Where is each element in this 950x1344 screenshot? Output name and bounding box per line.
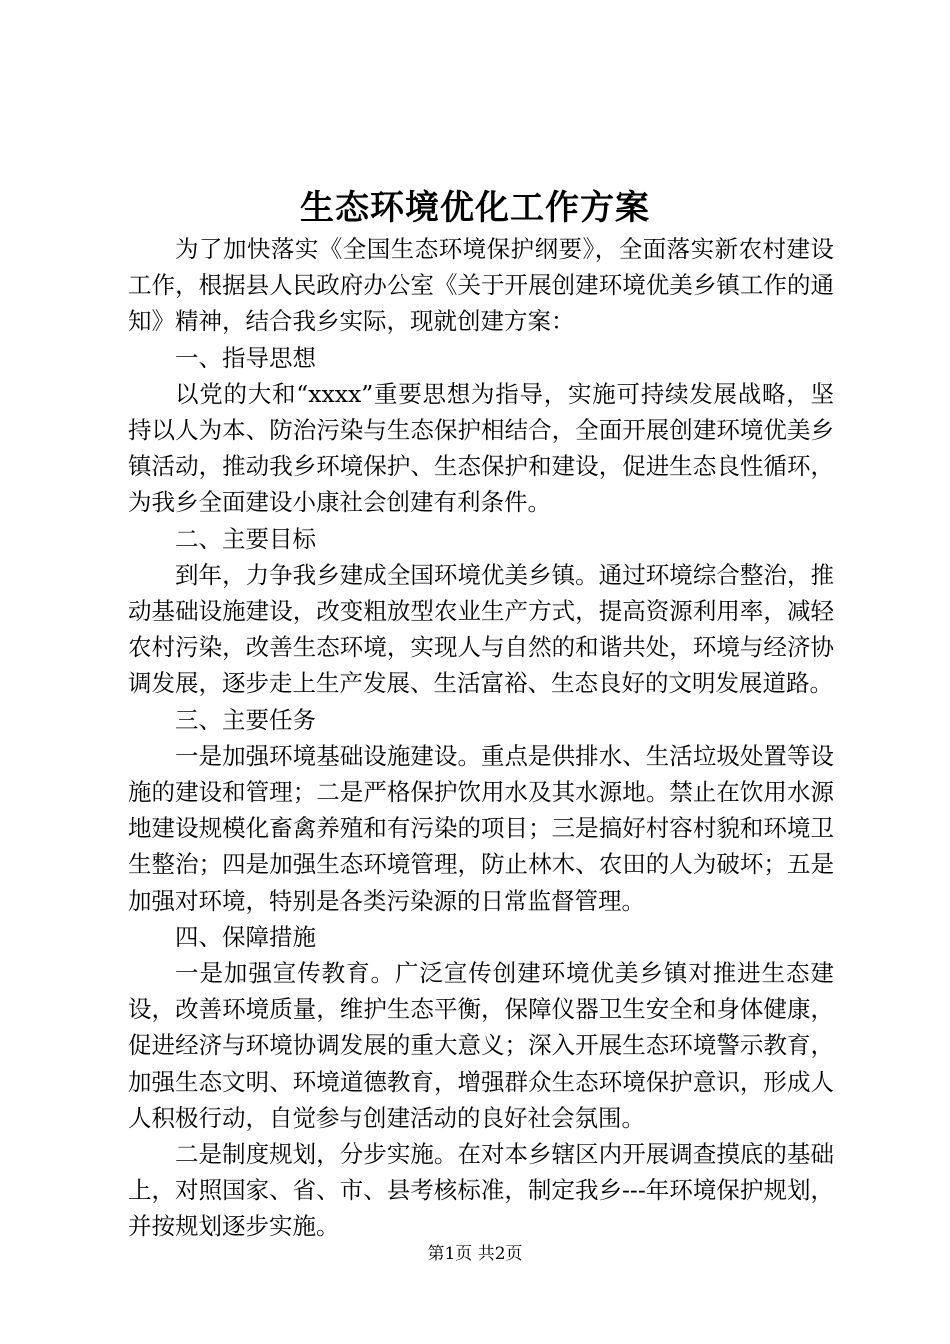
document-body (128, 231, 834, 1245)
section-heading-main-goals: 二、主要目标 (175, 524, 316, 553)
guiding-ideology-paragraph: 以党的大和“xxxx”重要思想为指导，实施可持续发展战略，坚持以人为本、防治污染与生态保护相结合，全面开展创建环境优美乡镇活动，推动我乡环境保护、生态保护和建设，促进生态良性循环，为我乡全面建设小康社会创建有利条件。 (128, 379, 834, 517)
main-tasks-paragraph: 一是加强环境基础设施建设。重点是供排水、生活垃圾处置等设施的建设和管理；二是严格保护饮用水及其水源地。禁止在饮用水源地建设规模化畜禽养殖和有污染的项目；三是搞好村容村貌和环境卫生整治；四是加强生态环境管理，防止林木、农田的人为破坏；五是加强对环境，特别是各类污染源的日常监督管理。 (128, 741, 834, 915)
safeguard-measures-paragraph-2: 二是制度规划，分步实施。在对本乡辖区内开展调查摸底的基础上，对照国家、省、市、县考核标准，制定我乡---年环境保护规划，并按规划逐步实施。 (128, 1140, 834, 1241)
main-goals-paragraph: 到年，力争我乡建成全国环境优美乡镇。通过环境综合整治，推动基础设施建设，改变粗放型农业生产方式，提高资源利用率，减轻农村污染，改善生态环境，实现人与自然的和谐共处，环境与经济协调发展，逐步走上生产发展、生活富裕、生态良好的文明发展道路。 (128, 560, 834, 698)
section-heading-safeguard-measures: 四、保障措施 (175, 922, 316, 951)
safeguard-measures-paragraph-1: 一是加强宣传教育。广泛宣传创建环境优美乡镇对推进生态建设，改善环境质量，维护生态平衡，保障仪器卫生安全和身体健康，促进经济与环境协调发展的重大意义；深入开展生态环境警示教育，加强生态文明、环境道德教育，增强群众生态环境保护意识，形成人人积极行动，自觉参与创建活动的良好社会氛围。 (128, 959, 834, 1132)
page-footer: 第1页 共2页 (427, 1244, 523, 1264)
section-heading-main-tasks: 三、主要任务 (175, 705, 316, 734)
intro-paragraph: 为了加快落实《全国生态环境保护纲要》，全面落实新农村建设工作，根据县人民政府办公室《关于开展创建环境优美乡镇工作的通知》精神，结合我乡实际，现就创建方案： (128, 235, 834, 336)
section-heading-guiding-ideology: 一、指导思想 (175, 343, 316, 372)
document-title: 生态环境优化工作方案 (300, 188, 650, 228)
